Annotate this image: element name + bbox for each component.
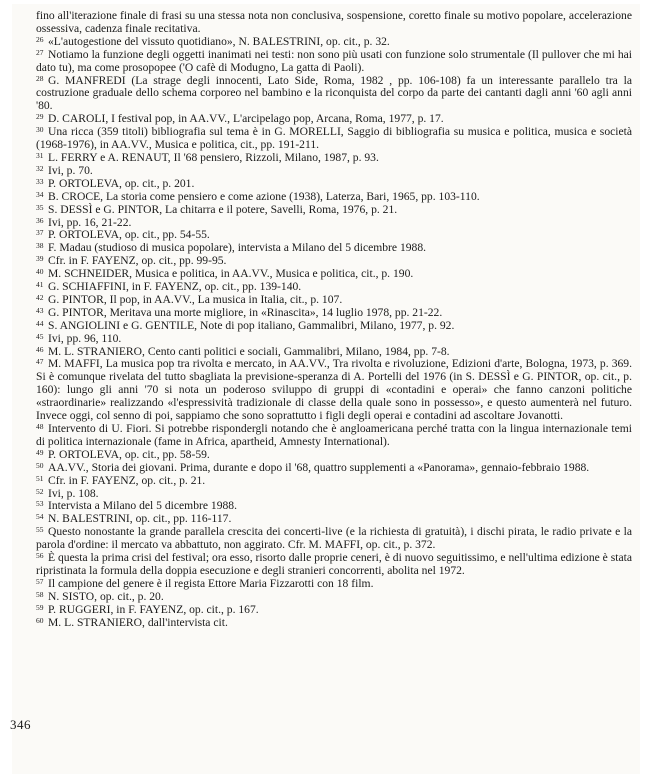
footnote: 28 G. MANFREDI (La strage degli innocenti, Lato Side, Roma, 1982 , pp. 106-108) fa un interessante parallelo tra la costruzione graduale dello schema corporeo nel bambino e la riconquista del corpo da parte dei cantanti dagli anni '60 agli anni '80. xyxy=(36,73,632,113)
footnote-text: Ivi, pp. 16, 21-22. xyxy=(48,215,132,229)
footnote: 58 N. SISTO, op. cit., p. 20. xyxy=(36,589,164,603)
footnote: 55 Questo nonostante la grande parallela crescita dei concerti-live (e la richiesta di gratuità), i dischi pirata, le radio private e la parola d'ordine: il mercato va abbattuto, non aggirato. Cfr. M. MAFFI, op. cit., p. 372. xyxy=(36,525,632,552)
footnote: 38 F. Madau (studioso di musica popolare), intervista a Milano del 5 dicembre 1988. xyxy=(36,241,427,255)
footnote: 33 P. ORTOLEVA, op. cit., p. 201. xyxy=(36,176,195,190)
footnote-text: S. DESSÌ e G. PINTOR, La chitarra e il potere, Savelli, Roma, 1976, p. 21. xyxy=(48,202,398,216)
footnote-text: P. ORTOLEVA, op. cit., pp. 54-55. xyxy=(48,228,210,242)
footnote-text: F. Madau (studioso di musica popolare), intervista a Milano del 5 dicembre 1988. xyxy=(48,241,427,255)
footnote-text: D. CAROLI, I festival pop, in AA.VV., L'arcipelago pop, Arcana, Roma, 1977, p. 17. xyxy=(48,112,444,126)
footnote: 44 S. ANGIOLINI e G. GENTILE, Note di pop italiano, Gammalibri, Milano, 1977, p. 92. xyxy=(36,318,455,332)
footnote-text: M. SCHNEIDER, Musica e politica, in AA.VV., Musica e politica, cit., p. 190. xyxy=(48,267,414,281)
footnote: 47 M. MAFFI, La musica pop tra rivolta e mercato, in AA.VV., Tra rivolta e rivoluzione, Edizioni d'arte, Bologna, 1973, p. 369. Si è comunque rivelata del tutto sbagliata la previsione-speranza di A. Portelli del 1976 (in S. DESSÌ e G. PINTOR, op. cit., p. 160): lungo gli anni '70 si nota un poderoso sviluppo di gruppi di «contadini e operai» che fanno canzoni politiche «straordinarie» realizzando «l'espressività tradizionale di classe della quale sono in possesso», e questo aumenterà nel futuro. Invece oggi, col senno di poi, sappiamo che sono soprattutto i figli degli operai e contadini ad ascoltare Jovanotti. xyxy=(36,357,632,423)
footnote: 29 D. CAROLI, I festival pop, in AA.VV., L'arcipelago pop, Arcana, Roma, 1977, p. 17. xyxy=(36,112,444,126)
footnote-text: «L'autogestione del vissuto quotidiano», N. BALESTRINI, op. cit., p. 32. xyxy=(48,34,390,48)
footnote: 45 Ivi, pp. 96, 110. xyxy=(36,331,122,345)
footnote-text: M. L. STRANIERO, Cento canti politici e sociali, Gammalibri, Milano, 1984, pp. 7-8. xyxy=(48,344,450,358)
footnote-text: AA.VV., Storia dei giovani. Prima, durante e dopo il '68, quattro supplementi a «Panorama», gennaio-febbraio 1988. xyxy=(48,460,590,474)
footnote-text: N. SISTO, op. cit., p. 20. xyxy=(48,589,164,603)
footnote: 34 B. CROCE, La storia come pensiero e come azione (1938), Laterza, Bari, 1965, pp. 103-110. xyxy=(36,189,480,203)
footnote: 36 Ivi, pp. 16, 21-22. xyxy=(36,215,132,229)
footnote-text: Intervista a Milano del 5 dicembre 1988. xyxy=(48,499,237,513)
footnote-text: Ivi, p. 108. xyxy=(48,486,99,500)
footnote: 57 Il campione del genere è il regista Ettore Maria Fizzarotti con 18 film. xyxy=(36,576,374,590)
footnote-text: Ivi, p. 70. xyxy=(48,163,93,177)
footnote: 51 Cfr. in F. FAYENZ, op. cit., p. 21. xyxy=(36,473,206,487)
footnote-text: B. CROCE, La storia come pensiero e come azione (1938), Laterza, Bari, 1965, pp. 103-110. xyxy=(48,189,480,203)
notes-list xyxy=(36,36,632,630)
footnote-text: P. ORTOLEVA, op. cit., pp. 58-59. xyxy=(48,447,210,461)
footnote-text: N. BALESTRINI, op. cit., pp. 116-117. xyxy=(48,512,232,526)
footnote-text: M. MAFFI, La musica pop tra rivolta e mercato, in AA.VV., Tra rivolta e rivoluzione, Edizioni d'arte, Bologna, 1973, p. 369. Si è comunque rivelata del tutto sbagliata la previsione-speranza di A. Portelli del 1976 (in S. DESSÌ e G. PINTOR, op. cit., p. 160): lungo gli anni '70 si nota un poderoso sviluppo di gruppi di «contadini e operai» che fanno canzoni politiche «straordinarie» realizzando «l'espressività tradizionale di classe della quale sono in possesso», e questo aumenterà nel futuro. Invece oggi, col senno di poi, sappiamo che sono soprattutto i figli degli operai e contadini ad ascoltare Jovanotti. xyxy=(36,357,632,423)
footnotes-block xyxy=(36,10,632,630)
book-page xyxy=(12,4,640,774)
footnote-text: Intervento di U. Fiori. Si potrebbe rispondergli notando che è angloamericana perché tratta con la lingua internazionale temi di politica internazionale (fame in Africa, apartheid, Amnesty International). xyxy=(36,422,632,448)
footnote-text: P. RUGGERI, in F. FAYENZ, op. cit., p. 167. xyxy=(48,602,259,616)
footnote-text: S. ANGIOLINI e G. GENTILE, Note di pop italiano, Gammalibri, Milano, 1977, p. 92. xyxy=(48,318,455,332)
footnote-text: P. ORTOLEVA, op. cit., p. 201. xyxy=(48,176,195,190)
footnote: 32 Ivi, p. 70. xyxy=(36,163,93,177)
footnote: 31 L. FERRY e A. RENAUT, Il '68 pensiero, Rizzoli, Milano, 1987, p. 93. xyxy=(36,150,379,164)
footnote: 27 Notiamo la funzione degli oggetti inanimati nei testi: non sono più usati con funzione solo strumentale (Il pullover che mi hai dato tu), ma come prosopopee ('O cafè di Modugno, La gatta di Paoli). xyxy=(36,47,632,74)
intro-paragraph: fino all'iterazione finale di frasi su una stessa nota non conclusiva, sospensione, coretto finale su motivo popolare, accelerazione ossessiva, cadenza finale recitativa. xyxy=(36,9,632,35)
footnote: 48 Intervento di U. Fiori. Si potrebbe rispondergli notando che è angloamericana perché tratta con la lingua internazionale temi di politica internazionale (fame in Africa, apartheid, Amnesty International). xyxy=(36,422,632,448)
footnote-text: Cfr. in F. FAYENZ, op. cit., pp. 99-95. xyxy=(48,254,227,268)
footnote: 35 S. DESSÌ e G. PINTOR, La chitarra e il potere, Savelli, Roma, 1976, p. 21. xyxy=(36,202,398,216)
footnote: 26 «L'autogestione del vissuto quotidiano», N. BALESTRINI, op. cit., p. 32. xyxy=(36,34,390,48)
footnote-text: G. SCHIAFFINI, in F. FAYENZ, op. cit., pp. 139-140. xyxy=(48,280,302,294)
footnote: 37 P. ORTOLEVA, op. cit., pp. 54-55. xyxy=(36,228,210,242)
footnote: 49 P. ORTOLEVA, op. cit., pp. 58-59. xyxy=(36,447,210,461)
footnote: 40 M. SCHNEIDER, Musica e politica, in AA.VV., Musica e politica, cit., p. 190. xyxy=(36,267,414,281)
footnote-text: È questa la prima crisi del festival; ora esso, risorto dalle proprie ceneri, è di nuovo seguitissimo, e nell'ultima edizione è stata ripristinata la formula della doppia esecuzione e degli stranieri concorrenti, abolita nel 1972. xyxy=(36,551,632,577)
footnote-text: Ivi, pp. 96, 110. xyxy=(48,331,122,345)
footnote-text: G. PINTOR, Il pop, in AA.VV., La musica in Italia, cit., p. 107. xyxy=(48,292,343,306)
footnote-text: Il campione del genere è il regista Ettore Maria Fizzarotti con 18 film. xyxy=(48,576,374,590)
footnote: 54 N. BALESTRINI, op. cit., pp. 116-117. xyxy=(36,512,232,526)
footnote: 56 È questa la prima crisi del festival; ora esso, risorto dalle proprie ceneri, è di nuovo seguitissimo, e nell'ultima edizione è stata ripristinata la formula della doppia esecuzione e degli stranieri concorrenti, abolita nel 1972. xyxy=(36,551,632,577)
footnote-text: Notiamo la funzione degli oggetti inanimati nei testi: non sono più usati con funzione solo strumentale (Il pullover che mi hai dato tu), ma come prosopopee ('O cafè di Modugno, La gatta di Paoli). xyxy=(36,47,632,74)
footnote: 30 Una ricca (359 titoli) bibliografia sul tema è in G. MORELLI, Saggio di bibliografia su musica e politica, musica e società (1968-1976), in AA.VV., Musica e politica, cit., pp. 191-211. xyxy=(36,125,632,152)
footnote: 39 Cfr. in F. FAYENZ, op. cit., pp. 99-95. xyxy=(36,254,227,268)
footnote-text: M. L. STRANIERO, dall'intervista cit. xyxy=(48,615,228,629)
footnote: 52 Ivi, p. 108. xyxy=(36,486,99,500)
footnote: 43 G. PINTOR, Meritava una morte migliore, in «Rinascita», 14 luglio 1978, pp. 21-22. xyxy=(36,305,443,319)
footnote: 42 G. PINTOR, Il pop, in AA.VV., La musica in Italia, cit., p. 107. xyxy=(36,292,343,306)
footnote-text: G. MANFREDI (La strage degli innocenti, Lato Side, Roma, 1982 , pp. 106-108) fa un interessante parallelo tra la costruzione graduale dello schema corporeo nel bambino e la riconquista del corpo da parte dei cantanti dagli anni '60 agli anni '80. xyxy=(36,73,632,113)
page-number: 346 xyxy=(10,717,31,732)
footnote-text: G. PINTOR, Meritava una morte migliore, in «Rinascita», 14 luglio 1978, pp. 21-22. xyxy=(48,305,443,319)
footnote: 41 G. SCHIAFFINI, in F. FAYENZ, op. cit., pp. 139-140. xyxy=(36,280,302,294)
footnote-text: Questo nonostante la grande parallela crescita dei concerti-live (e la richiesta di gratuità), i dischi pirata, le radio private e la parola d'ordine: il mercato va abbattuto, non aggirato. Cfr. M. MAFFI, op. cit., p. 372. xyxy=(36,525,632,552)
footnote: 50 AA.VV., Storia dei giovani. Prima, durante e dopo il '68, quattro supplementi a «Panorama», gennaio-febbraio 1988. xyxy=(36,460,590,474)
footnote-text: Una ricca (359 titoli) bibliografia sul tema è in G. MORELLI, Saggio di bibliografia su musica e politica, musica e società (1968-1976), in AA.VV., Musica e politica, cit., pp. 191-211. xyxy=(36,125,632,152)
footnote: 60 M. L. STRANIERO, dall'intervista cit. xyxy=(36,615,228,629)
footnote: 59 P. RUGGERI, in F. FAYENZ, op. cit., p. 167. xyxy=(36,602,259,616)
footnote-text: Cfr. in F. FAYENZ, op. cit., p. 21. xyxy=(48,473,206,487)
footnote-text: L. FERRY e A. RENAUT, Il '68 pensiero, Rizzoli, Milano, 1987, p. 93. xyxy=(48,150,379,164)
footnote: 53 Intervista a Milano del 5 dicembre 1988. xyxy=(36,499,237,513)
footnote: 46 M. L. STRANIERO, Cento canti politici e sociali, Gammalibri, Milano, 1984, pp. 7-8. xyxy=(36,344,450,358)
